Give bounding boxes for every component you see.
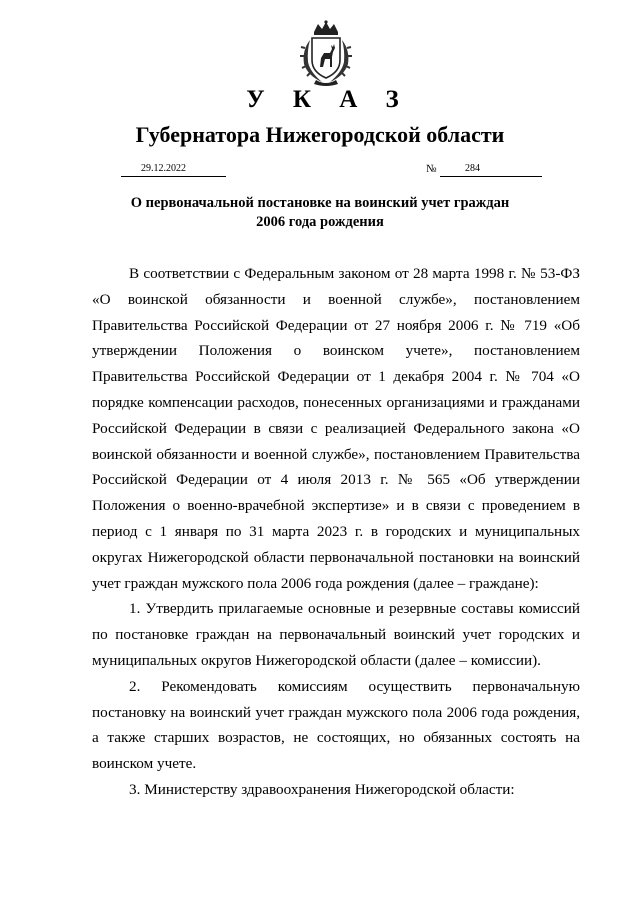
- document-date: 29.12.2022: [121, 162, 226, 177]
- subject-line-2: 2006 года рождения: [256, 214, 384, 230]
- document-number-label: №: [426, 163, 437, 175]
- document-body: [92, 261, 580, 803]
- document-type-title: У К А З: [246, 86, 410, 113]
- coat-of-arms-emblem: [296, 20, 356, 86]
- body-paragraph-2: 1. Утвердить прилагаемые основные и резервные составы комиссий по постановке граждан на первоначальный воинский учет городских и муниципальных округов Нижегородской области (далее – комиссии).: [92, 600, 580, 669]
- body-paragraph-4: 3. Министерству здравоохранения Нижегородской области:: [129, 780, 515, 798]
- subject-line-1: О первоначальной постановке на воинский учет граждан: [130, 195, 510, 211]
- document-subject: [100, 194, 540, 232]
- body-paragraph-1: В соответствии с Федеральным законом от 28 марта 1998 г. № 53-ФЗ «О воинской обязанности и военной службе», постановлением Правительства Российской Федерации от 27 ноября 2006 г. № 719 «Об утверждении Положения о воинском учете», постановлением Правительства Российской Федерации от 1 декабря 2004 г. № 704 «О порядке компенсации расходов, понесенных организациями и гражданами Российской Федерации в связи с реализацией Федерального закона «О воинской обязанности и военной службе», постановлением Правительства Российской Федерации от 4 июля 2013 г. № 565 «Об утверждении Положения о военно-врачебной экспертизе» и в связи с проведением в период с 1 января по 31 марта 2023 г. в городских и муниципальных округах Нижегородской области первоначальной постановки на воинский учет граждан мужского пола 2006 года рождения (далее – граждане):: [92, 265, 580, 592]
- issuer-title: Губернатора Нижегородской области: [135, 122, 505, 147]
- document-number: 284: [440, 162, 542, 177]
- body-paragraph-3: 2. Рекомендовать комиссиям осуществить первоначальную постановку на воинский учет граждан мужского пола 2006 года рождения, а также старших возрастов, не состоящих, но обязанных состоять на воинском учете.: [92, 677, 580, 773]
